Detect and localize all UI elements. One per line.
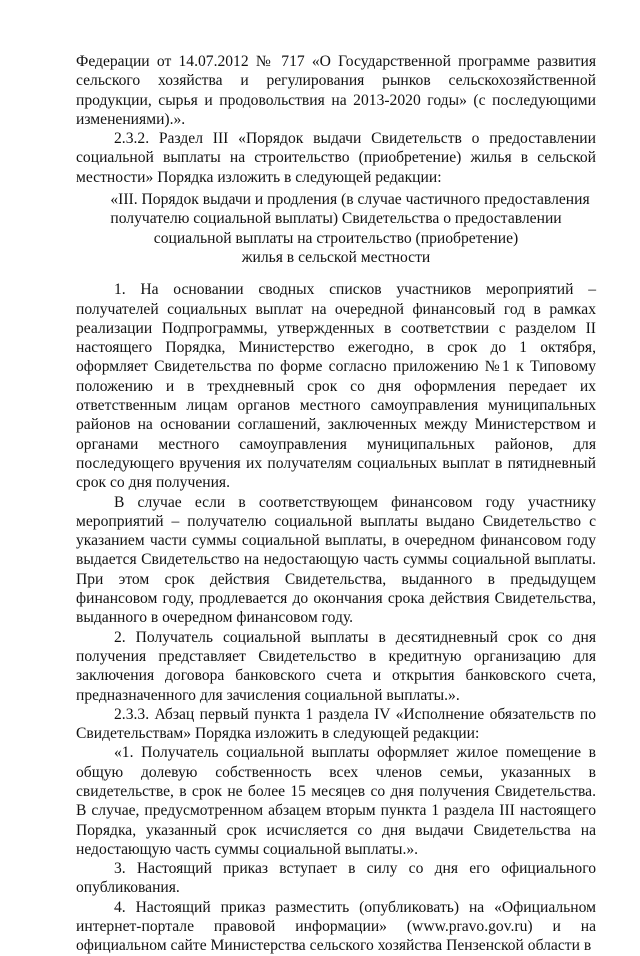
paragraph-case: В случае если в соответствующем финансовом году участнику мероприятий – получателю социальной выплаты выдано Свидетельство с указанием части суммы социальной выплаты, в очередном финансовом году выдается Свидетельство на недостающую часть суммы социальной выплаты. При этом срок действия Свидетельства, выданного в предыдущем финансовом году, продлевается до окончания срока действия Свидетельства, выданного в очередном финансовом году. bbox=[76, 493, 596, 627]
paragraph-2-3-2: 2.3.2. Раздел III «Порядок выдачи Свидетельств о предоставлении социальной выплаты на строительство (приобретение) жилья в сельской местности» Порядка изложить в следующей редакции: bbox=[76, 130, 596, 186]
heading-line-3: социальной выплаты на строительство (приобретение) bbox=[153, 229, 519, 247]
paragraph-intro: Федерации от 14.07.2012 № 717 «О Государственной программе развития сельского хозяйства и регулирования рынков сельскохозяйственной продукции, сырья и продовольствия на 2013-2020 годы» (с последующими изменениями).». bbox=[76, 53, 596, 128]
paragraph-1: 1. На основании сводных списков участников мероприятий – получателей социальных выплат на очередной финансовый год в рамках реализации Подпрограммы, утвержденных в соответствии с разделом II настоящего Порядка, Министерство ежегодно, в срок до 1 октября, оформляет Свидетельства по форме согласно приложению №1 к Типовому положению и в трехдневный срок со дня оформления передает их ответственным лицам органов местного самоуправления муниципальных районов на основании соглашений, заключенных между Министерством и органами местного самоуправления муниципальных районов, для последующего вручения их получателям социальных выплат в пятидневный срок со дня получения. bbox=[76, 281, 596, 492]
section-heading bbox=[76, 190, 596, 267]
paragraph-quote: «1. Получатель социальной выплаты оформляет жилое помещение в общую долевую собственность всех членов семьи, указанных в свидетельстве, в срок не более 15 месяцев со дня получения Свидетельства. В случае, предусмотренном абзацем вторым пункта 1 раздела III настоящего Порядка, указанный срок исчисляется со дня выдачи Свидетельства на недостающую часть суммы социальной выплаты.». bbox=[76, 744, 596, 858]
paragraph-2: 2. Получатель социальной выплаты в десятидневный срок со дня получения представляет Свидетельство в кредитную организацию для заключения договора банковского счета и открытия банковского счета, предназначенного для зачисления социальной выплаты.». bbox=[76, 628, 596, 704]
spacer bbox=[76, 267, 596, 280]
heading-line-2: получателю социальной выплаты) Свидетельства о предоставлении bbox=[110, 210, 562, 228]
paragraph-3: 3. Настоящий приказ вступает в силу со дня его официального опубликования. bbox=[76, 860, 596, 897]
paragraph-2-3-3: 2.3.3. Абзац первый пункта 1 раздела IV «Исполнение обязательств по Свидетельствам» Порядка изложить в следующей редакции: bbox=[76, 705, 596, 743]
paragraph-4: 4. Настоящий приказ разместить (опубликовать) на «Официальном интернет-портале правовой информации» (www.pravo.gov.ru) и на официальном сайте Министерства сельского хозяйства Пензенской области в bbox=[76, 898, 596, 955]
heading-line-1: «III. Порядок выдачи и продления (в случае частичного предоставления bbox=[110, 191, 590, 209]
heading-line-4: жилья в сельской местности bbox=[241, 248, 431, 266]
